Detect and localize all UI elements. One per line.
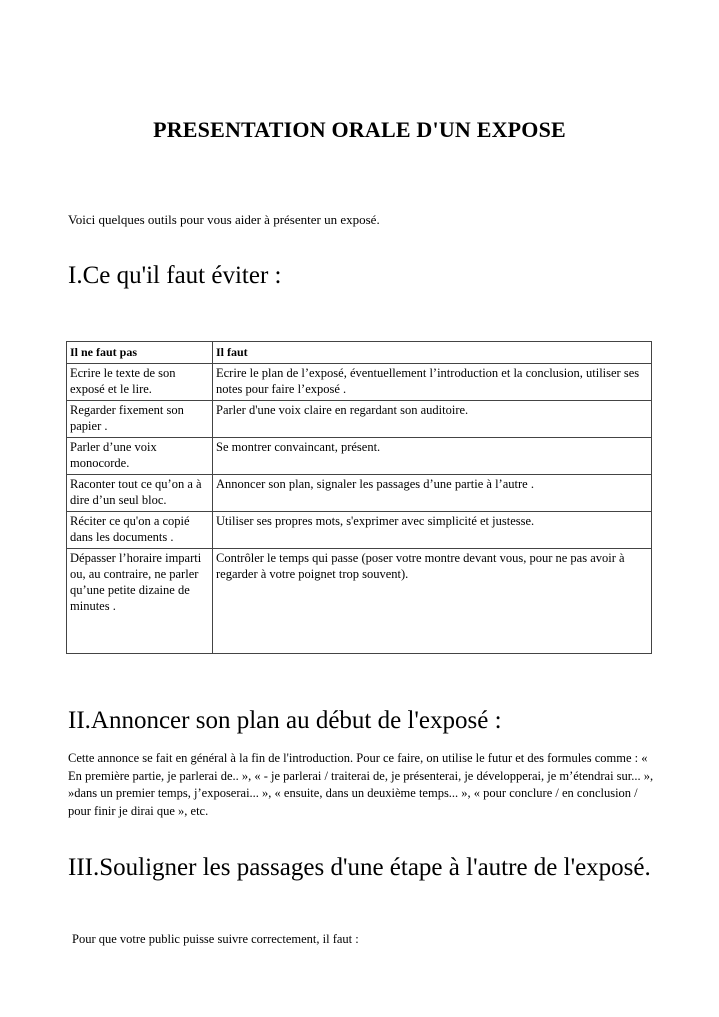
do-cell: Annoncer son plan, signaler les passages d’une partie à l’autre . [213,475,652,512]
do-cell: Contrôler le temps qui passe (poser votre montre devant vous, pour ne pas avoir à regarder à votre poignet trop souvent). [213,549,652,654]
section-2-heading: II.Annoncer son plan au début de l'exposé : [68,707,502,734]
section-2-paragraph: Cette annonce se fait en général à la fin de l'introduction. Pour ce faire, on utilise le futur et des formules comme : « En première partie, je parlerai de.. », « - je parlerai / traiterai de, je présenterai, je développerai, je m’étendrai sur... », »dans un premier temps, j’exposerai... », « ensuite, dans un deuxième temps... », « pour conclure / en conclusion / pour finir je dirai que », etc. [68,751,654,818]
dont-cell: Parler d’une voix monocorde. [67,438,213,475]
table-row [67,549,652,654]
page-title: PRESENTATION ORALE D'UN EXPOSE [153,117,566,142]
dont-cell: Dépasser l’horaire imparti ou, au contraire, ne parler qu’une petite dizaine de minutes . [67,549,213,654]
dos-and-donts-table [66,341,652,654]
dont-cell: Réciter ce qu'on a copié dans les documents . [67,512,213,549]
dont-cell: Regarder fixement son papier . [67,401,213,438]
table-header-row [67,342,652,364]
table-row [67,475,652,512]
table-row [67,438,652,475]
do-cell: Ecrire le plan de l’exposé, éventuellement l’introduction et la conclusion, utiliser ses notes pour faire l’exposé . [213,364,652,401]
table-row [67,364,652,401]
intro-text: Voici quelques outils pour vous aider à présenter un exposé. [68,212,380,227]
do-cell: Se montrer convaincant, présent. [213,438,652,475]
do-cell: Utiliser ses propres mots, s'exprimer avec simplicité et justesse. [213,512,652,549]
do-cell: Parler d'une voix claire en regardant son auditoire. [213,401,652,438]
section-3-heading: III.Souligner les passages d'une étape à l'autre de l'exposé. [68,854,651,881]
dont-cell: Ecrire le texte de son exposé et le lire. [67,364,213,401]
table-row [67,401,652,438]
table-row [67,512,652,549]
section-1-heading: I.Ce qu'il faut éviter : [68,262,282,289]
dont-cell: Raconter tout ce qu’on a à dire d’un seul bloc. [67,475,213,512]
section-3-paragraph: Pour que votre public puisse suivre correctement, il faut : [72,932,359,946]
column-header-do: Il faut [213,342,652,364]
column-header-dont: Il ne faut pas [67,342,213,364]
